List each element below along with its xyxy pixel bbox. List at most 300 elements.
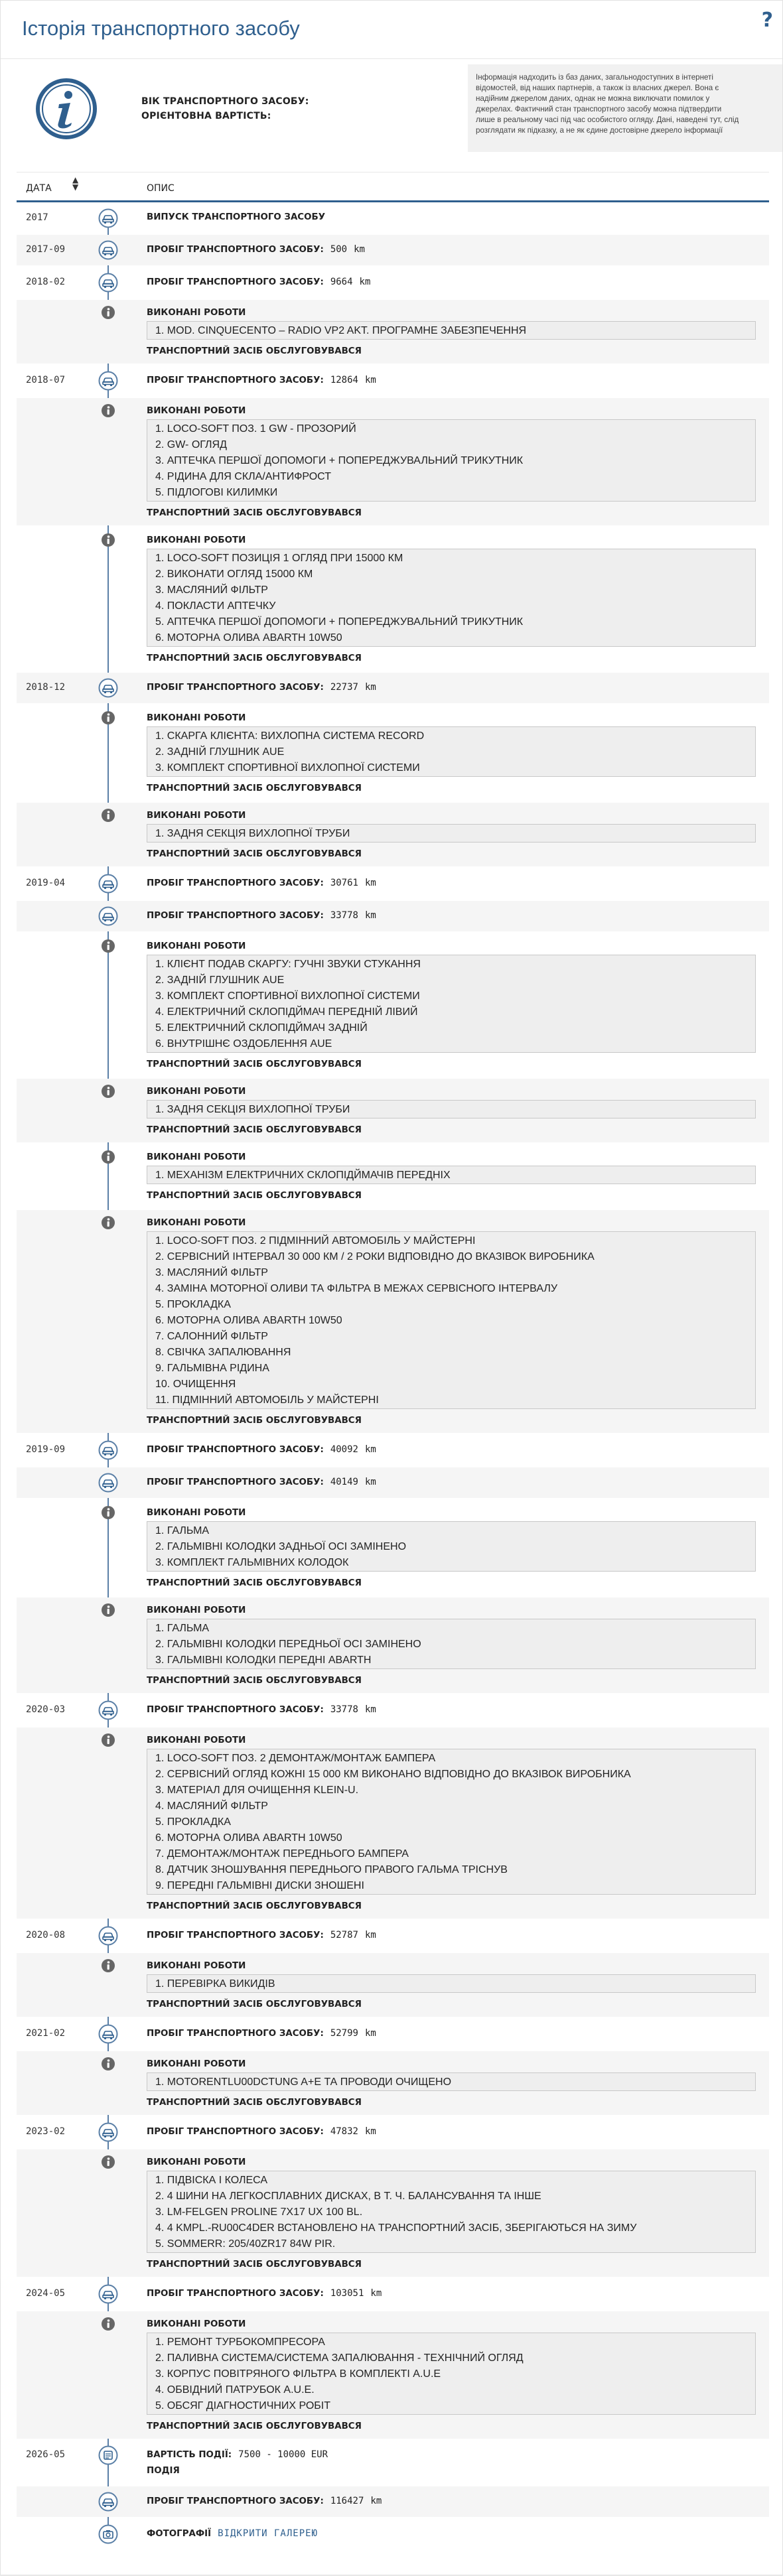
history-date: 2021-02 xyxy=(26,2028,66,2039)
work-item-text: ЗАДНЯ СЕКЦІЯ ВИХЛОПНОЇ ТРУБИ xyxy=(167,828,350,839)
work-item-text: ОБВІДНИЙ ПАТРУБОК A.U.E. xyxy=(167,2384,315,2396)
service-row xyxy=(17,1210,769,1433)
mileage-value: 12864 xyxy=(330,375,358,385)
work-item-text: LM-FELGEN PROLINE 7X17 UX 100 BL. xyxy=(167,2206,363,2218)
work-item-number: 9. xyxy=(155,1363,167,1374)
car-icon xyxy=(98,2122,118,2142)
work-item-number: 1. xyxy=(155,325,167,336)
work-item xyxy=(155,1281,755,1297)
work-item xyxy=(155,1392,755,1408)
service-row xyxy=(17,705,769,801)
mileage-row xyxy=(17,673,769,703)
mileage-unit: km xyxy=(364,2028,376,2039)
car-icon xyxy=(98,2024,118,2044)
car-icon xyxy=(98,2284,118,2304)
service-row xyxy=(17,300,769,364)
work-item-number: 1. xyxy=(155,553,167,564)
mileage-row xyxy=(17,2117,769,2147)
mileage-label: ПРОБІГ ТРАНСПОРТНОГО ЗАСОБУ: xyxy=(147,1445,324,1455)
works-list xyxy=(147,1521,756,1572)
work-item-number: 2. xyxy=(155,975,167,986)
mileage-value: 40149 xyxy=(330,1477,358,1487)
works-list xyxy=(147,549,756,647)
service-row xyxy=(17,527,769,671)
work-item-text: МОТОРНА ОЛИВА ABARTH 10W50 xyxy=(167,1315,342,1326)
work-item-number: 1. xyxy=(155,1623,167,1634)
mileage-label: ПРОБІГ ТРАНСПОРТНОГО ЗАСОБУ: xyxy=(147,277,324,287)
work-item-text: ОЧИЩЕННЯ xyxy=(173,1379,236,1390)
work-item-number: 5. xyxy=(155,1022,167,1034)
work-item xyxy=(155,1862,755,1878)
works-label: ВИКОНАНІ РОБОТИ xyxy=(147,2157,246,2167)
work-item xyxy=(155,1345,755,1361)
mileage-value: 33778 xyxy=(330,1704,358,1715)
work-item xyxy=(155,1004,755,1020)
service-row xyxy=(17,2149,769,2277)
mileage-entry xyxy=(147,2028,376,2039)
works-label: ВИКОНАНІ РОБОТИ xyxy=(147,1605,246,1615)
work-item-number: 1. xyxy=(155,1978,167,1990)
work-item-text: САЛОННИЙ ФІЛЬТР xyxy=(167,1331,268,1342)
mileage-value: 116427 xyxy=(330,2496,364,2506)
work-item-number: 4. xyxy=(155,471,167,482)
work-item-text: ПІДЛОГОВІ КИЛИМКИ xyxy=(167,487,278,498)
work-item xyxy=(155,1767,755,1783)
works-list xyxy=(147,1166,756,1184)
work-item xyxy=(155,598,755,614)
work-item-text: ДАТЧИК ЗНОШУВАННЯ ПЕРЕДНЬОГО ПРАВОГО ГАЛЬМА ТРІСНУВ xyxy=(167,1864,508,1875)
history-date: 2020-08 xyxy=(26,1930,66,1940)
serviced-label: ТРАНСПОРТНИЙ ЗАСІБ ОБСЛУГОВУВАВСЯ xyxy=(147,2098,362,2108)
work-item xyxy=(155,1751,755,1767)
service-info-icon xyxy=(101,305,115,320)
work-item xyxy=(155,437,755,453)
mileage-value: 500 xyxy=(330,244,348,255)
page-title: Історія транспортного засобу xyxy=(22,17,300,40)
mileage-entry xyxy=(147,1477,376,1487)
work-item-number: 1. xyxy=(155,2337,167,2348)
works-list xyxy=(147,1974,756,1993)
car-icon xyxy=(98,2492,118,2512)
icon-graphic xyxy=(101,2317,115,2331)
mileage-label: ПРОБІГ ТРАНСПОРТНОГО ЗАСОБУ: xyxy=(147,2496,324,2506)
work-item-text: КОМПЛЕКТ ГАЛЬМІВНИХ КОЛОДОК xyxy=(167,1557,349,1568)
works-label: ВИКОНАНІ РОБОТИ xyxy=(147,1735,246,1745)
works-list xyxy=(147,1749,756,1895)
car-icon xyxy=(98,208,118,228)
work-item-number: 2. xyxy=(155,2191,167,2202)
car-icon xyxy=(98,874,118,894)
mileage-entry xyxy=(147,910,376,921)
work-item-number: 2. xyxy=(155,746,167,758)
work-item-text: АПТЕЧКА ПЕРШОЇ ДОПОМОГИ + ПОПЕРЕДЖУВАЛЬНИЙ ТРИКУТНИК xyxy=(167,616,524,628)
work-item-number: 4. xyxy=(155,2384,167,2396)
work-item-text: SOMMERR: 205/40ZR17 84W PIR. xyxy=(167,2238,336,2250)
works-label: ВИКОНАНІ РОБОТИ xyxy=(147,2319,246,2329)
mileage-entry xyxy=(147,375,376,385)
work-item xyxy=(155,1555,755,1571)
work-item-text: КОМПЛЕКТ СПОРТИВНОЇ ВИХЛОПНОЇ СИСТЕМИ xyxy=(167,990,420,1002)
works-list xyxy=(147,1619,756,1669)
work-item-text: ПІДВІСКА І КОЛЕСА xyxy=(167,2175,268,2186)
mileage-unit: km xyxy=(364,1704,376,1715)
works-label: ВИКОНАНІ РОБОТИ xyxy=(147,308,246,318)
service-row xyxy=(17,398,769,525)
serviced-label: ТРАНСПОРТНИЙ ЗАСІБ ОБСЛУГОВУВАВСЯ xyxy=(147,1901,362,1911)
mileage-label: ПРОБІГ ТРАНСПОРТНОГО ЗАСОБУ: xyxy=(147,2289,324,2299)
work-item-number: 11. xyxy=(155,1394,173,1406)
car-icon xyxy=(98,1473,118,1493)
history-date: 2019-09 xyxy=(26,1444,66,1455)
service-info-icon xyxy=(101,2155,115,2169)
work-item-text: ЗАМІНА МОТОРНОЇ ОЛИВИ ТА ФІЛЬТРА В МЕЖАХ СЕРВІСНОГО ІНТЕРВАЛУ xyxy=(167,1283,558,1294)
work-item xyxy=(155,988,755,1004)
work-item-number: 1. xyxy=(155,1525,167,1536)
work-item xyxy=(155,1249,755,1265)
photos-row xyxy=(17,2519,769,2549)
history-date: 2026-05 xyxy=(26,2449,66,2460)
work-item-text: ЕЛЕКТРИЧНИЙ СКЛОПІДЙМАЧ ЗАДНІЙ xyxy=(167,1022,368,1034)
icon-graphic xyxy=(101,1603,115,1617)
mileage-entry xyxy=(147,1444,376,1455)
serviced-label: ТРАНСПОРТНИЙ ЗАСІБ ОБСЛУГОВУВАВСЯ xyxy=(147,653,362,663)
column-description-header: ОПИС xyxy=(147,183,175,194)
serviced-label: ТРАНСПОРТНИЙ ЗАСІБ ОБСЛУГОВУВАВСЯ xyxy=(147,2260,362,2270)
work-item-number: 2. xyxy=(155,1541,167,1552)
mileage-label: ПРОБІГ ТРАНСПОРТНОГО ЗАСОБУ: xyxy=(147,911,324,921)
work-item xyxy=(155,760,755,776)
icon-graphic xyxy=(98,874,118,894)
work-item xyxy=(155,1878,755,1894)
car-icon xyxy=(98,240,118,260)
work-item xyxy=(155,1020,755,1036)
work-item xyxy=(155,1783,755,1798)
work-item-number: 7. xyxy=(155,1848,167,1860)
work-item-text: КОРПУС ПОВІТРЯНОГО ФІЛЬТРА В КОМПЛЕКТІ A.U.E xyxy=(167,2368,441,2380)
icon-graphic xyxy=(98,1473,118,1493)
work-item-number: 3. xyxy=(155,1557,167,1568)
work-item xyxy=(155,1653,755,1668)
icon-graphic xyxy=(98,2284,118,2304)
work-item-number: 4. xyxy=(155,1800,167,1812)
car-icon xyxy=(98,1700,118,1720)
mileage-entry xyxy=(147,2288,382,2299)
icon-graphic xyxy=(98,2524,118,2544)
work-item-number: 6. xyxy=(155,1832,167,1844)
work-item-text: ПЕРЕДНІ ГАЛЬМІВНІ ДИСКИ ЗНОШЕНІ xyxy=(167,1880,364,1891)
history-date: 2024-05 xyxy=(26,2288,66,2299)
work-item-number: 1. xyxy=(155,2175,167,2186)
icon-graphic xyxy=(101,1215,115,1230)
works-list xyxy=(147,824,756,843)
work-item-text: МАСЛЯНИЙ ФІЛЬТР xyxy=(167,1267,268,1278)
works-label: ВИКОНАНІ РОБОТИ xyxy=(147,1508,246,1518)
history-date: 2018-12 xyxy=(26,682,66,693)
serviced-label: ТРАНСПОРТНИЙ ЗАСІБ ОБСЛУГОВУВАВСЯ xyxy=(147,1125,362,1135)
work-item-text: МОТОРНА ОЛИВА ABARTH 10W50 xyxy=(167,632,342,644)
open-gallery-link[interactable]: ВІДКРИТИ ГАЛЕРЕЮ xyxy=(218,2528,318,2539)
mileage-unit: km xyxy=(364,2126,376,2137)
mileage-label: ПРОБІГ ТРАНСПОРТНОГО ЗАСОБУ: xyxy=(147,683,324,693)
work-item-text: ПОКЛАСТИ АПТЕЧКУ xyxy=(167,600,276,612)
icon-graphic xyxy=(98,273,118,293)
vehicle-age-label: ВІК ТРАНСПОРТНОГО ЗАСОБУ: xyxy=(141,96,309,107)
help-icon[interactable]: ? xyxy=(761,9,773,32)
work-item-text: ГАЛЬМІВНА РІДИНА xyxy=(167,1363,269,1374)
work-item xyxy=(155,2074,755,2090)
icon-graphic xyxy=(101,1084,115,1099)
work-item xyxy=(155,567,755,582)
work-item-text: МАСЛЯНИЙ ФІЛЬТР xyxy=(167,1800,268,1812)
work-item xyxy=(155,551,755,567)
service-row xyxy=(17,1953,769,2017)
column-date-header[interactable]: ДАТА xyxy=(26,183,52,194)
car-icon xyxy=(98,371,118,391)
work-item-text: ГАЛЬМІВНІ КОЛОДКИ ПЕРЕДНЬОЇ ОСІ ЗАМІНЕНО xyxy=(167,1639,421,1650)
mileage-unit: km xyxy=(354,244,365,255)
work-item-number: 1. xyxy=(155,959,167,970)
icon-graphic xyxy=(101,1733,115,1747)
works-list xyxy=(147,2171,756,2253)
history-date: 2019-04 xyxy=(26,878,66,888)
service-info-icon xyxy=(101,403,115,418)
work-item-number: 6. xyxy=(155,632,167,644)
work-item-text: АПТЕЧКА ПЕРШОЇ ДОПОМОГИ + ПОПЕРЕДЖУВАЛЬНИЙ ТРИКУТНИК xyxy=(167,455,524,466)
work-item-number: 3. xyxy=(155,2206,167,2218)
work-item-number: 2. xyxy=(155,2352,167,2364)
works-list xyxy=(147,1100,756,1119)
mileage-label: ПРОБІГ ТРАНСПОРТНОГО ЗАСОБУ: xyxy=(147,1931,324,1940)
icon-graphic xyxy=(101,2057,115,2071)
work-item-text: ПЕРЕВІРКА ВИКИДІВ xyxy=(167,1978,275,1990)
work-item-number: 4. xyxy=(155,1006,167,1018)
car-icon xyxy=(98,678,118,698)
serviced-label: ТРАНСПОРТНИЙ ЗАСІБ ОБСЛУГОВУВАВСЯ xyxy=(147,783,362,793)
service-row xyxy=(17,1079,769,1142)
work-item-number: 1. xyxy=(155,730,167,742)
work-item-text: ПАЛИВНА СИСТЕМА/СИСТЕМА ЗАПАЛЮВАННЯ - ТЕХНІЧНИЙ ОГЛЯД xyxy=(167,2352,524,2364)
work-item xyxy=(155,728,755,744)
works-label: ВИКОНАНІ РОБОТИ xyxy=(147,406,246,416)
work-item xyxy=(155,1621,755,1637)
work-item-text: ЗАДНІЙ ГЛУШНИК AUE xyxy=(167,975,285,986)
mileage-label: ПРОБІГ ТРАНСПОРТНОГО ЗАСОБУ: xyxy=(147,245,324,255)
sort-icon[interactable]: ▲ ▼ xyxy=(72,175,79,192)
work-item-number: 2. xyxy=(155,1251,167,1262)
mileage-unit: km xyxy=(364,878,376,888)
mileage-value: 33778 xyxy=(330,910,358,921)
work-item xyxy=(155,2366,755,2382)
work-item xyxy=(155,1539,755,1555)
service-row xyxy=(17,933,769,1077)
mileage-entry xyxy=(147,682,376,693)
mileage-row xyxy=(17,868,769,899)
work-item-text: LOCO-SOFT ПОЗ. 1 GW - ПРОЗОРИЙ xyxy=(167,423,356,435)
icon-graphic xyxy=(101,533,115,547)
icon-graphic xyxy=(101,808,115,823)
event-label: ПОДІЯ xyxy=(147,2466,180,2476)
work-item xyxy=(155,1233,755,1249)
work-item-number: 4. xyxy=(155,2222,167,2234)
work-item-text: РІДИНА ДЛЯ СКЛА/АНТИФРОСТ xyxy=(167,471,331,482)
disclaimer-line: Інформація надходить із баз даних, загальнодоступних в інтернеті xyxy=(476,73,713,82)
car-icon xyxy=(98,1440,118,1460)
work-item xyxy=(155,2382,755,2398)
work-item xyxy=(155,1313,755,1329)
works-label: ВИКОНАНІ РОБОТИ xyxy=(147,1218,246,1228)
mileage-unit: km xyxy=(364,1477,376,1487)
work-item-number: 7. xyxy=(155,1331,167,1342)
work-item-number: 1. xyxy=(155,423,167,435)
mileage-value: 103051 xyxy=(330,2288,364,2299)
mileage-unit: km xyxy=(364,682,376,693)
work-item-number: 6. xyxy=(155,1038,167,1050)
work-item-text: LOCO-SOFT ПОЗ. 2 ПІДМІННИЙ АВТОМОБІЛЬ У МАЙСТЕРНІ xyxy=(167,1235,476,1247)
mileage-row xyxy=(17,901,769,931)
work-item-text: ПРОКЛАДКА xyxy=(167,1299,231,1310)
disclaimer-line: надійним джерелом даних, однак не можна виключати помилок у xyxy=(476,94,710,103)
work-item xyxy=(155,1523,755,1539)
icon-graphic xyxy=(98,2122,118,2142)
work-item-number: 1. xyxy=(155,1170,167,1181)
mileage-entry xyxy=(147,2496,382,2506)
icon-graphic xyxy=(98,1926,118,1946)
work-item-text: ЕЛЕКТРИЧНИЙ СКЛОПІДЙМАЧ ПЕРЕДНІЙ ЛІВИЙ xyxy=(167,1006,418,1018)
serviced-label: ТРАНСПОРТНИЙ ЗАСІБ ОБСЛУГОВУВАВСЯ xyxy=(147,346,362,356)
mileage-label: ПРОБІГ ТРАНСПОРТНОГО ЗАСОБУ: xyxy=(147,375,324,385)
work-item xyxy=(155,485,755,501)
mileage-unit: km xyxy=(359,277,371,287)
work-item-number: 6. xyxy=(155,1315,167,1326)
service-row xyxy=(17,1144,769,1208)
icon-graphic xyxy=(98,2024,118,2044)
work-item-text: РЕМОНТ ТУРБОКОМПРЕСОРА xyxy=(167,2337,325,2348)
work-item-text: КОМПЛЕКТ СПОРТИВНОЇ ВИХЛОПНОЇ СИСТЕМИ xyxy=(167,762,420,774)
service-info-icon xyxy=(101,1215,115,1230)
icon-graphic xyxy=(101,711,115,725)
work-item-text: ПІДМІННИЙ АВТОМОБІЛЬ У МАЙСТЕРНІ xyxy=(172,1394,379,1406)
works-label: ВИКОНАНІ РОБОТИ xyxy=(147,1087,246,1097)
mileage-unit: km xyxy=(364,1930,376,1940)
works-list xyxy=(147,321,756,340)
work-item xyxy=(155,2398,755,2414)
icon-graphic xyxy=(101,1505,115,1520)
work-item-number: 1. xyxy=(155,828,167,839)
work-item-number: 2. xyxy=(155,439,167,450)
work-item-number: 3. xyxy=(155,1655,167,1666)
work-item-text: ГАЛЬМІВНІ КОЛОДКИ ЗАДНЬОЇ ОСІ ЗАМІНЕНО xyxy=(167,1541,407,1552)
mileage-entry xyxy=(147,2126,376,2137)
work-item xyxy=(155,826,755,842)
service-row xyxy=(17,1597,769,1693)
work-item-number: 3. xyxy=(155,990,167,1002)
history-date: 2017 xyxy=(26,212,48,223)
work-item-number: 8. xyxy=(155,1864,167,1875)
work-item-text: ВНУТРІШНЄ ОЗДОБЛЕННЯ AUE xyxy=(167,1038,332,1050)
works-label: ВИКОНАНІ РОБОТИ xyxy=(147,535,246,545)
work-item xyxy=(155,2189,755,2204)
work-item-number: 2. xyxy=(155,1639,167,1650)
mileage-value: 9664 xyxy=(330,277,353,287)
serviced-label: ТРАНСПОРТНИЙ ЗАСІБ ОБСЛУГОВУВАВСЯ xyxy=(147,1059,362,1069)
work-item-text: МЕХАНІЗМ ЕЛЕКТРИЧНИХ СКЛОПІДЙМАЧІВ ПЕРЕДНІХ xyxy=(167,1170,451,1181)
works-label: ВИКОНАНІ РОБОТИ xyxy=(147,941,246,951)
work-item xyxy=(155,1168,755,1184)
mileage-entry xyxy=(147,1704,376,1715)
work-item-text: LOCO-SOFT ПОЗ. 2 ДЕМОНТАЖ/МОНТАЖ БАМПЕРА xyxy=(167,1753,436,1764)
work-item-number: 3. xyxy=(155,584,167,596)
mileage-unit: km xyxy=(364,375,376,385)
works-list xyxy=(147,955,756,1053)
work-item-number: 8. xyxy=(155,1347,167,1358)
work-item xyxy=(155,1102,755,1118)
mileage-value: 22737 xyxy=(330,682,358,693)
service-info-icon xyxy=(101,1603,115,1617)
work-item xyxy=(155,469,755,485)
mileage-label: ПРОБІГ ТРАНСПОРТНОГО ЗАСОБУ: xyxy=(147,2029,324,2039)
works-label: ВИКОНАНІ РОБОТИ xyxy=(147,1961,246,1971)
mileage-value: 47832 xyxy=(330,2126,358,2137)
work-item-number: 5. xyxy=(155,1299,167,1310)
service-info-icon xyxy=(101,1084,115,1099)
serviced-label: ТРАНСПОРТНИЙ ЗАСІБ ОБСЛУГОВУВАВСЯ xyxy=(147,2421,362,2431)
mileage-row xyxy=(17,2019,769,2049)
work-item xyxy=(155,1036,755,1052)
work-item xyxy=(155,1814,755,1830)
work-item-text: СВІЧКА ЗАПАЛЮВАННЯ xyxy=(167,1347,291,1358)
works-list xyxy=(147,726,756,777)
service-info-icon xyxy=(101,939,115,953)
vehicle-value-label: ОРІЄНТОВНА ВАРТІСТЬ: xyxy=(141,111,271,121)
work-item-number: 1. xyxy=(155,1753,167,1764)
work-item-number: 5. xyxy=(155,1816,167,1828)
work-item-number: 3. xyxy=(155,2368,167,2380)
icon-graphic xyxy=(101,403,115,418)
mileage-entry xyxy=(147,878,376,888)
work-item-number: 9. xyxy=(155,1880,167,1891)
works-list xyxy=(147,2333,756,2415)
work-item xyxy=(155,453,755,469)
work-item-number: 3. xyxy=(155,455,167,466)
work-item-number: 3. xyxy=(155,1785,167,1796)
icon-graphic xyxy=(98,1440,118,1460)
work-item xyxy=(155,1265,755,1281)
work-item-number: 2. xyxy=(155,569,167,580)
mileage-row xyxy=(17,1695,769,1726)
mileage-entry xyxy=(147,277,370,287)
service-info-icon xyxy=(101,808,115,823)
icon-graphic xyxy=(101,939,115,953)
work-item-number: 5. xyxy=(155,2238,167,2250)
service-row xyxy=(17,2311,769,2439)
work-item-text: ОБСЯГ ДІАГНОСТИЧНИХ РОБІТ xyxy=(167,2400,331,2411)
work-item xyxy=(155,2220,755,2236)
work-item-text: ГАЛЬМА xyxy=(167,1525,210,1536)
work-item xyxy=(155,1798,755,1814)
serviced-label: ТРАНСПОРТНИЙ ЗАСІБ ОБСЛУГОВУВАВСЯ xyxy=(147,1578,362,1588)
history-date: 2018-07 xyxy=(26,375,66,385)
work-item-text: МАТЕРІАЛ ДЛЯ ОЧИЩЕННЯ KLEIN-U. xyxy=(167,1785,359,1796)
mileage-row xyxy=(17,267,769,298)
icon-graphic xyxy=(98,240,118,260)
work-item-text: ЗАДНЯ СЕКЦІЯ ВИХЛОПНОЇ ТРУБИ xyxy=(167,1104,350,1115)
works-list xyxy=(147,2072,756,2091)
mileage-label: ПРОБІГ ТРАНСПОРТНОГО ЗАСОБУ: xyxy=(147,1705,324,1715)
serviced-label: ТРАНСПОРТНИЙ ЗАСІБ ОБСЛУГОВУВАВСЯ xyxy=(147,508,362,518)
work-item-number: 4. xyxy=(155,600,167,612)
work-item-text: LOCO-SOFT ПОЗИЦІЯ 1 ОГЛЯД ПРИ 15000 КМ xyxy=(167,553,403,564)
serviced-label: ТРАНСПОРТНИЙ ЗАСІБ ОБСЛУГОВУВАВСЯ xyxy=(147,1416,362,1426)
